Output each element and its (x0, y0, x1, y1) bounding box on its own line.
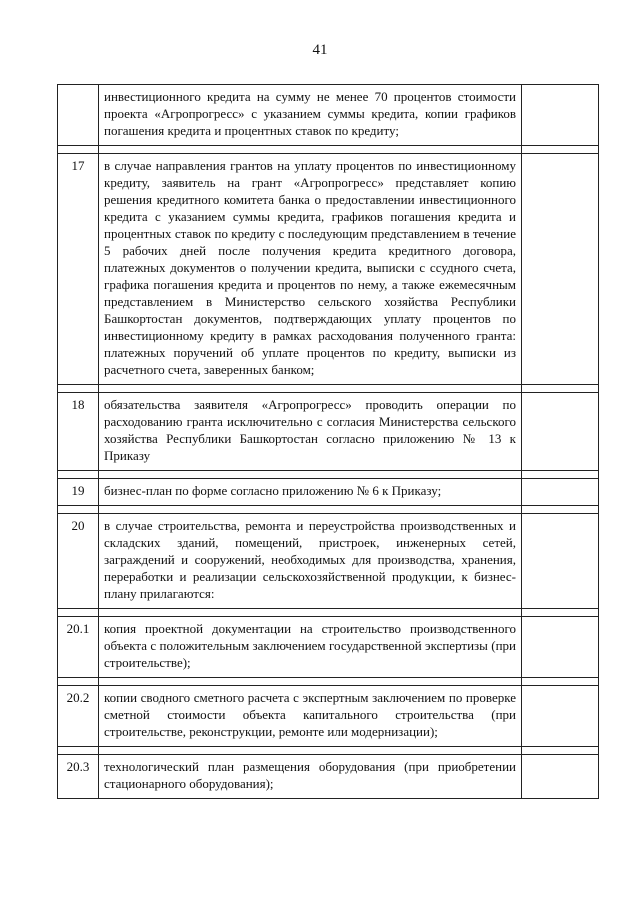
row-number: 17 (58, 154, 99, 385)
row-empty-cell (522, 154, 599, 385)
row-gap (58, 146, 599, 154)
row-text: копии сводного сметного расчета с экспертным заключением по проверке сметной стоимости объекта капитального строительства (при строительстве, реконструкции, ремонте или модернизации); (99, 686, 522, 747)
table-row (58, 686, 599, 747)
row-empty-cell (522, 479, 599, 506)
row-text: обязательства заявителя «Агропрогресс» проводить операции по расходованию гранта исключительно с согласия Министерства сельского хозяйства Республики Башкортостан согласно приложению № 13 к Приказу (99, 393, 522, 471)
row-empty-cell (522, 85, 599, 146)
row-gap (58, 609, 599, 617)
row-number: 20 (58, 514, 99, 609)
row-number: 19 (58, 479, 99, 506)
row-gap (58, 747, 599, 755)
row-number: 20.1 (58, 617, 99, 678)
row-text: технологический план размещения оборудования (при приобретении стационарного оборудования); (99, 755, 522, 799)
row-empty-cell (522, 514, 599, 609)
page-number: 41 (312, 42, 328, 58)
table-row (58, 617, 599, 678)
row-gap (58, 385, 599, 393)
row-empty-cell (522, 755, 599, 799)
row-number (58, 85, 99, 146)
row-gap (58, 471, 599, 479)
row-text: бизнес-план по форме согласно приложению № 6 к Приказу; (99, 479, 522, 506)
row-empty-cell (522, 686, 599, 747)
row-number: 20.2 (58, 686, 99, 747)
table-row (58, 479, 599, 506)
table-row (58, 755, 599, 799)
row-gap (58, 678, 599, 686)
requirements-table (57, 84, 599, 799)
row-text: копия проектной документации на строительство производственного объекта с положительным заключением государственной экспертизы (при строительстве); (99, 617, 522, 678)
row-text: в случае строительства, ремонта и переустройства производственных и складских зданий, помещений, пристроек, инженерных сетей, заграждений и сооружений, необходимых для производства, хранения, переработки и реализации сельскохозяйственной продукции, к бизнес-плану прилагаются: (99, 514, 522, 609)
table-row (58, 393, 599, 471)
row-empty-cell (522, 617, 599, 678)
table-row (58, 514, 599, 609)
table-row (58, 85, 599, 146)
row-text: в случае направления грантов на уплату процентов по инвестиционному кредиту, заявитель на грант «Агропрогресс» представляет копию решения кредитного комитета банка о предоставлении инвестиционного кредита с указанием суммы кредита, графиков погашения кредита и процентных ставок по кредиту с последующим представлением в течение 5 рабочих дней после получения кредита кредитного договора, платежных документов о получении кредита, выписки с ссудного счета, графика погашения кредита и процентов по нему, а также ежемесячным представлением в Министерство сельского хозяйства Республики Башкортостан документов, подтверждающих уплату процентов по инвестиционному кредиту в рамках расходования полученного гранта: платежных поручений об уплате процентов по кредиту, выписки из расчетного счета, заверенных банком; (99, 154, 522, 385)
row-text: инвестиционного кредита на сумму не менее 70 процентов стоимости проекта «Агропрогресс» с указанием суммы кредита, копии графиков погашения кредита и процентных ставок по кредиту; (99, 85, 522, 146)
table-row (58, 154, 599, 385)
row-number: 20.3 (58, 755, 99, 799)
row-empty-cell (522, 393, 599, 471)
row-number: 18 (58, 393, 99, 471)
row-gap (58, 506, 599, 514)
